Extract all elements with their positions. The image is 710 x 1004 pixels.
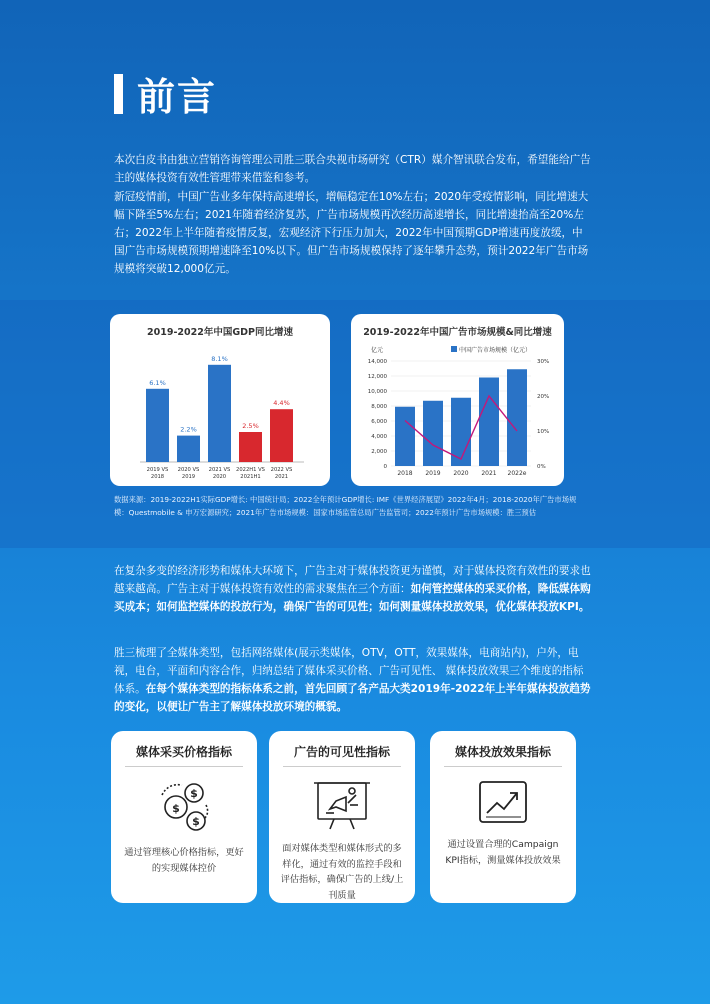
title-accent-bar <box>114 74 123 114</box>
gdp-tick-label: 2020 <box>212 474 227 480</box>
gdp-bar <box>146 389 169 462</box>
gdp-tick-label: 2018 <box>150 474 165 480</box>
effect-metric-card <box>430 731 576 903</box>
ad-market-chart-title: 2019-2022年中国广告市场规模&同比增速 <box>363 327 552 338</box>
y-tick-label: 8,000 <box>371 404 387 410</box>
market-paragraph: 新冠疫情前，中国广告业多年保持高速增长，增幅稳定在10%左右；2020年受疫情影响，同比增速大幅下降至5%左右；2021年随着经济复苏，广告市场规模再次经历高速增长，同比增速抬高至20%左右；2022年上半年随着疫情反复，宏观经济下行压力加大，2022年中国预期GDP增速再度放缓，中国广告市场规模预期增速降至10%以下。但广告市场规模保持了逐年攀升态势，预计2022年广告市场规模将突破12,000亿元。 <box>114 191 589 275</box>
gdp-tick-label: 2019 <box>181 474 196 480</box>
gdp-tick-label: 2021 <box>274 474 289 480</box>
needs-text: 在复杂多变的经济形势和媒体大环境下，广告主对于媒体投资更为谨慎，对于媒体投资有效性的要求也越来越高。广告主对于媒体投资有效性的需求聚焦在三个方面： <box>114 565 591 595</box>
visibility-metric-card <box>269 731 415 903</box>
needs-highlight: 如何管控媒体的采买价格，降低媒体购买成本；如何监控媒体的投放行为，确保广告的可见性；如何测量媒体投放效果，优化媒体投放KPI。 <box>114 583 591 613</box>
market-bar <box>479 378 499 467</box>
y-tick-label: 0 <box>383 464 387 470</box>
gdp-tick-label: 2020 VS <box>177 467 200 473</box>
gdp-chart-title: 2019-2022年中国GDP同比增速 <box>147 327 293 338</box>
market-bar <box>395 407 415 466</box>
y-tick-label: 14,000 <box>367 359 387 365</box>
svg-text:$: $ <box>190 787 198 800</box>
price-metric-card <box>111 731 257 903</box>
visibility-metric-desc: 面对媒体类型和媒体形式的多样化，通过有效的监控手段和评估指标，确保广告的上线/上刊质量 <box>280 843 404 901</box>
gdp-tick-label: 2019 VS <box>146 467 169 473</box>
divider <box>125 766 243 767</box>
gdp-data-label: 8.1% <box>211 354 228 363</box>
gdp-tick-label: 2022 VS <box>270 467 293 473</box>
effect-metric-title: 媒体投放效果指标 <box>454 745 551 759</box>
x-tick-label: 2022e <box>507 470 527 477</box>
y2-tick-label: 30% <box>537 359 550 365</box>
page-header <box>114 66 217 121</box>
market-bar <box>423 401 443 466</box>
data-source-note: 数据来源：2019-2022H1实际GDP增长: 中国统计局；2022全年预计GDP增长: IMF《世界经济展望》2022年4月；2018-2020年广告市场规模：Questmobile & 申万宏源研究；2021年广告市场规模：国家市场监管总局广告监管司；2022年预计广告市场规模：胜三预估 <box>114 495 577 517</box>
gdp-data-label: 2.5% <box>242 422 259 430</box>
ad-market-chart <box>351 314 564 486</box>
y2-tick-label: 0% <box>537 464 546 470</box>
gdp-tick-label: 2021 VS <box>208 467 231 473</box>
effect-metric-desc: 通过设置合理的Campaign KPI指标，测量媒体投放效果 <box>445 839 561 866</box>
presentation-megaphone-icon <box>312 779 372 831</box>
y-tick-label: 12,000 <box>367 374 387 380</box>
gdp-data-label: 4.4% <box>273 399 290 408</box>
svg-text:$: $ <box>192 815 200 828</box>
x-tick-label: 2018 <box>397 470 413 477</box>
system-highlight: 在每个媒体类型的指标体系之前，首先回顾了各产品大类2019年-2022年上半年媒体投放趋势的变化，以便让广告主了解媒体投放环境的概貌。 <box>114 683 591 713</box>
gdp-bar <box>208 365 231 462</box>
gdp-data-label: 6.1% <box>149 378 166 387</box>
svg-text:$: $ <box>172 802 180 815</box>
visibility-metric-title: 广告的可见性指标 <box>293 745 390 759</box>
gdp-tick-label: 2021H1 <box>240 474 261 480</box>
y2-tick-label: 10% <box>537 429 550 435</box>
x-tick-label: 2020 <box>453 470 469 477</box>
price-metric-title: 媒体采买价格指标 <box>135 745 232 759</box>
gdp-bar <box>239 432 262 462</box>
gdp-chart-card <box>110 314 330 486</box>
y-tick-label: 2,000 <box>371 449 387 455</box>
system-paragraph <box>114 644 592 716</box>
gdp-data-label: 2.2% <box>180 425 197 434</box>
intro-paragraph: 本次白皮书由独立营销咨询管理公司胜三联合央视市场研究（CTR）媒介智讯联合发布，希望能给广告主的媒体投资有效性管理带来借鉴和参考。 <box>114 154 591 184</box>
needs-paragraph <box>114 562 592 616</box>
y2-tick-label: 20% <box>537 394 550 400</box>
y-tick-label: 10,000 <box>367 389 387 395</box>
x-tick-label: 2021 <box>481 470 497 477</box>
market-bar <box>507 369 527 466</box>
gdp-bar <box>270 409 293 462</box>
legend-label: 中国广告市场规模（亿元） <box>459 347 532 354</box>
legend-swatch <box>451 346 457 352</box>
rising-chart-icon <box>477 779 529 827</box>
x-tick-label: 2019 <box>425 470 441 477</box>
gdp-tick-label: 2022H1 VS <box>236 467 265 473</box>
ad-market-chart-card <box>351 314 564 486</box>
gdp-bar <box>177 436 200 462</box>
y-axis-unit: 亿元 <box>371 347 384 354</box>
y-tick-label: 6,000 <box>371 419 387 425</box>
divider <box>444 766 562 767</box>
dollar-coins-icon <box>156 779 212 835</box>
page-title: 前言 <box>137 75 218 119</box>
y-tick-label: 4,000 <box>371 434 387 440</box>
gdp-chart <box>110 314 330 486</box>
system-text: 胜三梳理了全媒体类型，包括网络媒体(展示类媒体，OTV，OTT，效果媒体，电商站内)，户外，电视，电台，平面和内容合作，归纳总结了媒体采买价格、广告可见性、 媒体投放效果三个维度的指标体系。 <box>114 647 584 695</box>
price-metric-desc: 通过管理核心价格指标，更好的实现媒体控价 <box>124 847 244 874</box>
divider <box>283 766 401 767</box>
